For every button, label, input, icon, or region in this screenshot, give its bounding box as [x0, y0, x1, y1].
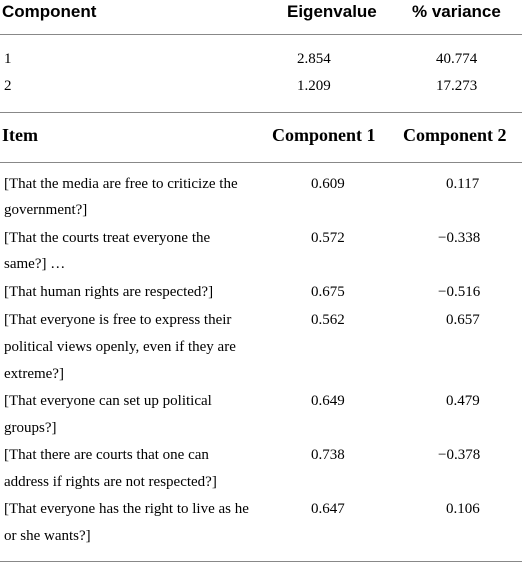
loading-row-1-item-line-2: government?] [4, 202, 88, 218]
eigen-row-2-eigenvalue: 1.209 [297, 78, 331, 94]
header-variance: % variance [412, 2, 501, 21]
eigen-row-2-component: 2 [4, 78, 12, 94]
loading-row-6-c2: −0.378 [438, 447, 481, 463]
loading-row-7-c1: 0.647 [311, 501, 345, 517]
eigen-row-1-component: 1 [4, 51, 12, 67]
header-eigenvalue: Eigenvalue [287, 2, 377, 21]
loading-row-7-c2: 0.106 [446, 501, 480, 517]
loading-row-6-c1: 0.738 [311, 447, 345, 463]
loading-row-2-c2: −0.338 [438, 230, 481, 246]
loading-row-4-item-line-3: extreme?] [4, 366, 64, 382]
loading-row-5-item-line-2: groups?] [4, 420, 57, 436]
loading-row-3-c1: 0.675 [311, 284, 345, 300]
eigen-row-1-eigenvalue: 2.854 [297, 51, 331, 67]
loading-row-3-c2: −0.516 [438, 284, 481, 300]
header-component-1: Component 1 [272, 125, 376, 145]
loading-row-2-item-line-1: [That the courts treat everyone the [4, 230, 211, 246]
loading-row-4-c1: 0.562 [311, 312, 345, 328]
header-component-2: Component 2 [403, 125, 507, 145]
eigen-row-1-variance: 40.774 [436, 51, 478, 67]
loading-row-5-item-line-1: [That everyone can set up political [4, 393, 212, 409]
loading-row-7-item-line-1: [That everyone has the right to live as he [4, 501, 249, 517]
table-bottom-rule [0, 561, 522, 562]
loading-row-6-item-line-1: [That there are courts that one can [4, 447, 209, 463]
loading-row-4-item-line-1: [That everyone is free to express their [4, 312, 232, 328]
section-rule [0, 112, 522, 113]
loading-row-5-c2: 0.479 [446, 393, 480, 409]
loading-row-4-c2: 0.657 [446, 312, 480, 328]
loading-row-4-item-line-2: political views openly, even if they are [4, 339, 236, 355]
loading-row-6-item-line-2: address if rights are not respected?] [4, 474, 217, 490]
header-item: Item [2, 125, 38, 145]
loading-row-1-c2: 0.117 [446, 176, 480, 192]
loadings-header-rule [0, 162, 522, 163]
eigen-row-2-variance: 17.273 [436, 78, 478, 94]
loading-row-7-item-line-2: or she wants?] [4, 528, 91, 544]
header-rule [0, 34, 522, 35]
loading-row-2-c1: 0.572 [311, 230, 345, 246]
loading-row-5-c1: 0.649 [311, 393, 345, 409]
loading-row-3-item-line-1: [That human rights are respected?] [4, 284, 214, 300]
loading-row-1-c1: 0.609 [311, 176, 345, 192]
loading-row-1-item-line-1: [That the media are free to criticize the [4, 176, 238, 192]
header-component: Component [2, 2, 97, 21]
loading-row-2-item-line-2: same?] … [4, 256, 66, 272]
